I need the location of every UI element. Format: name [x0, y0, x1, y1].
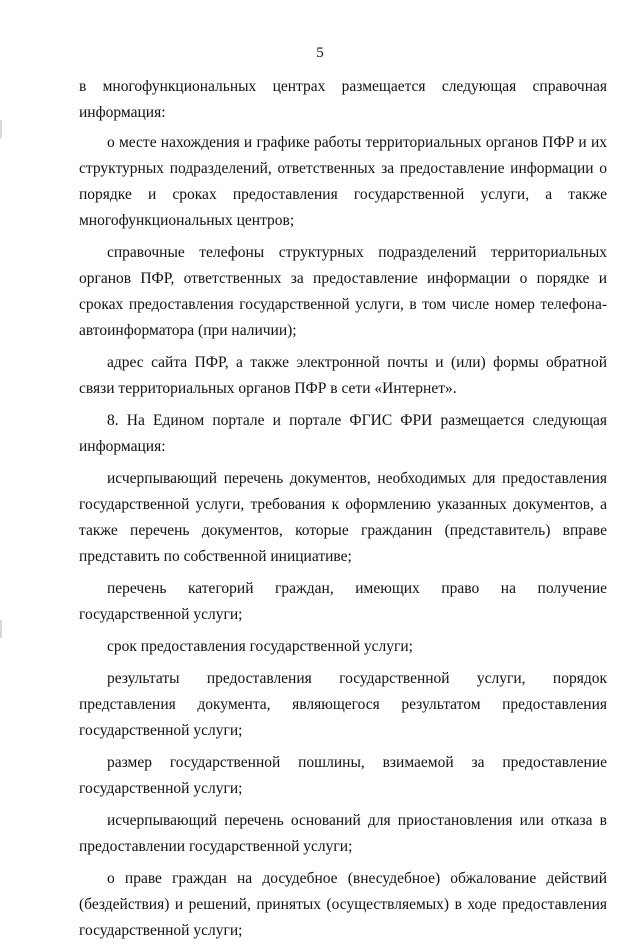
paragraph: 8. На Едином портале и портале ФГИС ФРИ размещается следующая информация: — [79, 412, 607, 455]
paragraph: о праве граждан на досудебное (внесудебное) обжалование действий (бездействия) и решений, принятых (осуществляемых) в ходе предоставления государственной услуги; — [79, 870, 607, 939]
paragraph: исчерпывающий перечень оснований для приостановления или отказа в предоставлении государственной услуги; — [79, 812, 607, 855]
paragraph: перечень категорий граждан, имеющих право на получение государственной услуги; — [79, 580, 607, 623]
paragraph: размер государственной пошлины, взимаемой за предоставление государственной услуги; — [79, 754, 607, 797]
paragraph: справочные телефоны структурных подразделений территориальных органов ПФР, ответственных за предоставление информации о порядке и сроках предоставления государственной услуги, в том числе номер телефона-автоинформатора (при наличии); — [79, 244, 607, 339]
document-body — [79, 74, 607, 944]
page-number: 5 — [316, 45, 324, 61]
paragraph: о месте нахождения и графике работы территориальных органов ПФР и их структурных подразделений, ответственных за предоставление информации о порядке и сроках предоставления государственной услуги, а также многофункциональных центров; — [79, 134, 607, 229]
paragraph: в многофункциональных центрах размещается следующая справочная информация: — [79, 78, 607, 121]
paragraph: адрес сайта ПФР, а также электронной почты и (или) формы обратной связи территориальных органов ПФР в сети «Интернет». — [79, 354, 607, 397]
scan-edge-mark — [0, 120, 2, 138]
scan-edge-mark — [0, 620, 2, 638]
paragraph: исчерпывающий перечень документов, необходимых для предоставления государственной услуги, требования к оформлению указанных документов, а также перечень документов, которые гражданин (представитель) вправе представить по собственной инициативе; — [79, 470, 607, 565]
paragraph: срок предоставления государственной услуги; — [107, 638, 413, 655]
paragraph: результаты предоставления государственной услуги, порядок представления документа, являющегося результатом предоставления государственной услуги; — [79, 670, 607, 739]
